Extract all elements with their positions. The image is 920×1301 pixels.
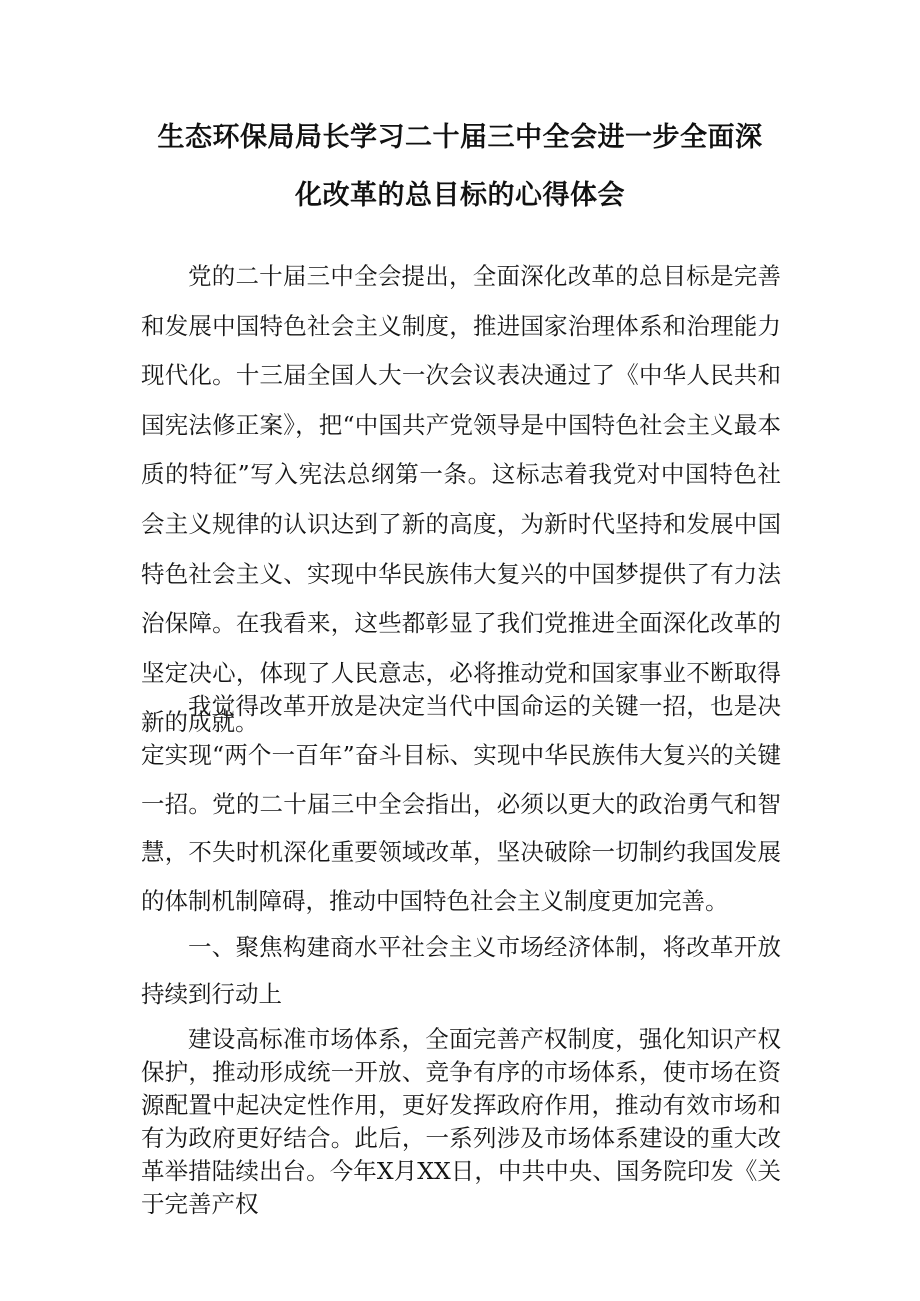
body-section-1 [141, 252, 781, 748]
document-title-line-1: 生态环保局局长学习二十届三中全会进一步全面深 [157, 122, 763, 153]
body-section-4 [141, 1023, 781, 1221]
paragraph-market-system: 建设高标准市场体系，全面完善产权制度，强化知识产权保护，推动形成统一开放、竞争有序的市场体系，使市场在资源配置中起决定性作用，更好发挥政府作用，推动有效市场和有为政府更好结合。此后，一系列涉及市场体系建设的重大改革举措陆续出台。今年X月XX日，中共中央、国务院印发《关于完善产权 [141, 1025, 781, 1218]
body-section-3 [141, 924, 781, 1018]
body-section-2 [141, 682, 781, 926]
paragraph-reform-opening: 我觉得改革开放是决定当代中国命运的关键一招，也是决定实现“两个一百年”奋斗目标、实现中华民族伟大复兴的关键一招。党的二十届三中全会指出，必须以更大的政治勇气和智慧，不失时机深化重要领域改革，坚决破除一切制约我国发展的体制机制障碍，推动中国特色社会主义制度更加完善。 [141, 692, 781, 916]
paragraph-intro: 党的二十届三中全会提出，全面深化改革的总目标是完善和发展中国特色社会主义制度，推进国家治理体系和治理能力现代化。十三届全国人大一次会议表决通过了《中华人民共和国宪法修正案》，把“中国共产党领导是中国特色社会主义最本质的特征”写入宪法总纲第一条。这标志着我党对中国特色社会主义规律的认识达到了新的高度，为新时代坚持和发展中国特色社会主义、实现中华民族伟大复兴的中国梦提供了有力法治保障。在我看来，这些都彰显了我们党推进全面深化改革的坚定决心，体现了人民意志，必将推动党和国家事业不断取得新的成就。 [141, 262, 781, 737]
section-heading-1: 一、聚焦构建商水平社会主义市场经济体制，将改革开放持续到行动上 [141, 933, 781, 1008]
document-title-line-2: 化改革的总目标的心得体会 [295, 180, 625, 211]
